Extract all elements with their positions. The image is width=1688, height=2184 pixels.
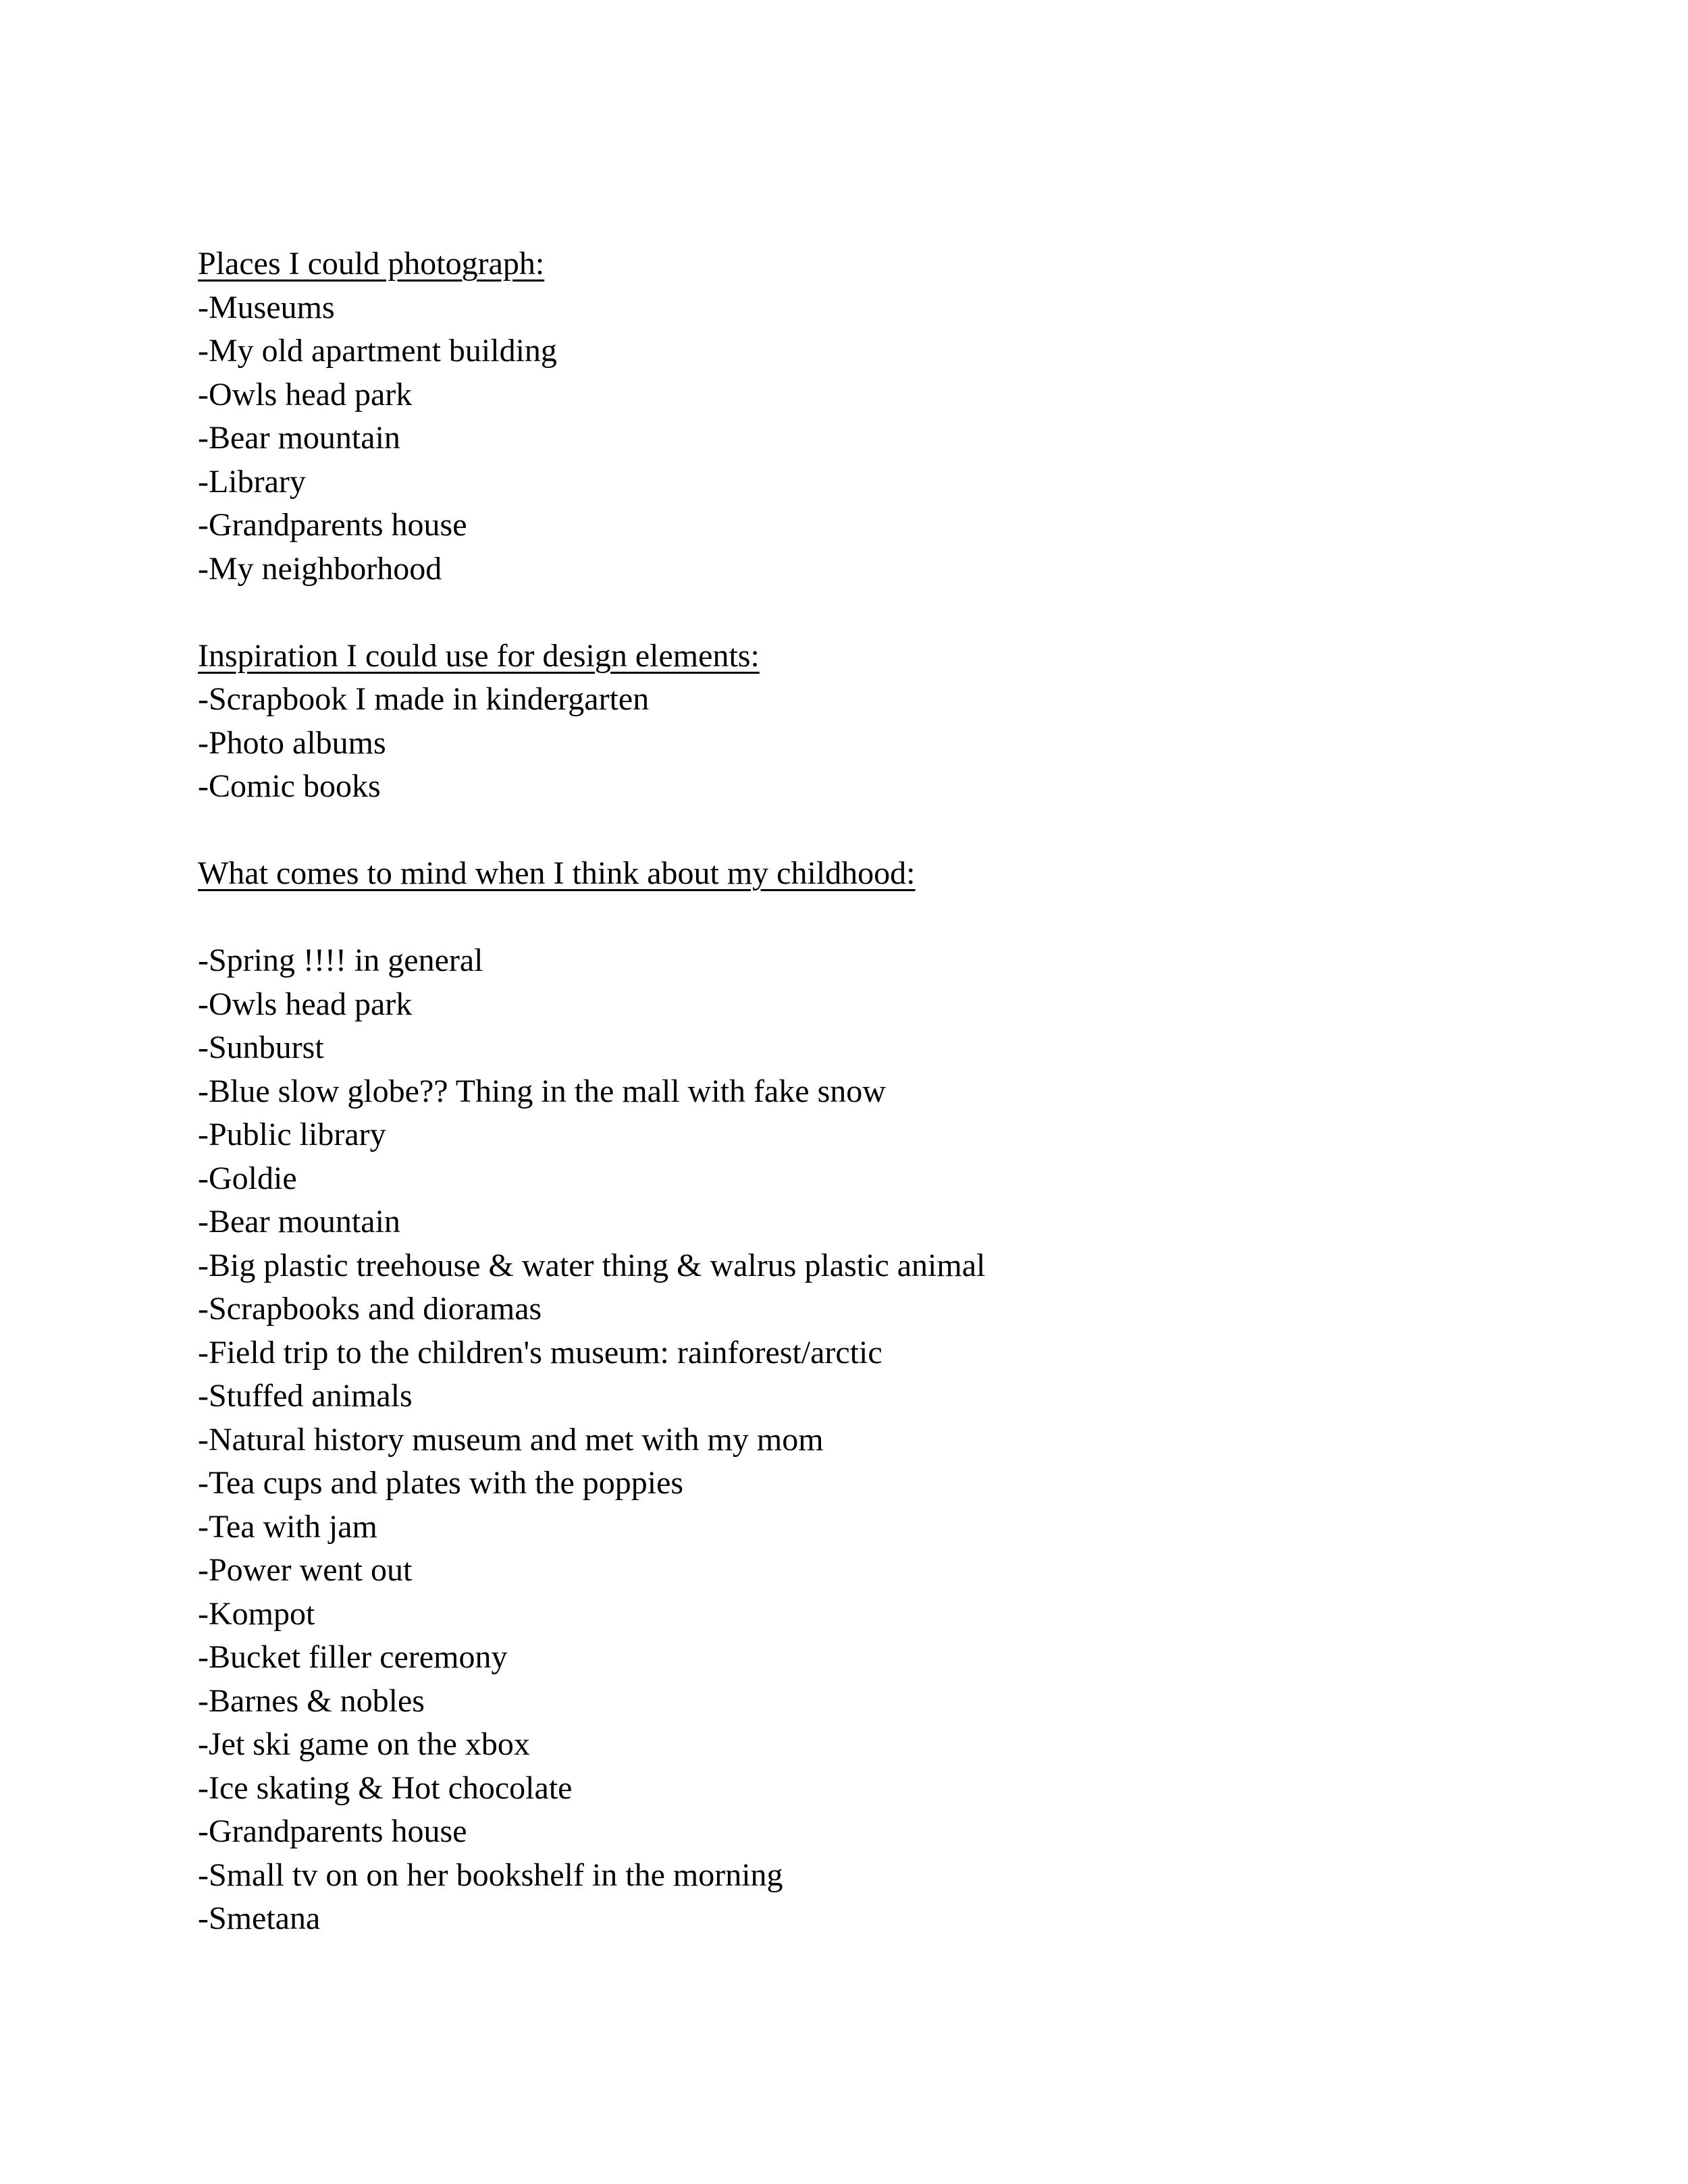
list-item: -Photo albums [198, 724, 386, 761]
document-body [198, 242, 1548, 1941]
section-heading-inspiration: Inspiration I could use for design elements: [198, 637, 760, 674]
list-item: -Natural history museum and met with my mom [198, 1421, 824, 1458]
list-item: -Big plastic treehouse & water thing & walrus plastic animal [198, 1247, 986, 1283]
list-item: -Ice skating & Hot chocolate [198, 1769, 573, 1806]
list-item: -Owls head park [198, 986, 413, 1022]
list-item: -My old apartment building [198, 333, 557, 369]
list-item: -Small tv on on her bookshelf in the morning [198, 1857, 783, 1893]
list-item: -Barnes & nobles [198, 1682, 425, 1719]
list-item: -Owls head park [198, 376, 413, 412]
list-item: -My neighborhood [198, 550, 442, 587]
list-item: -Bucket filler ceremony [198, 1639, 508, 1675]
list-item: -Museums [198, 289, 335, 325]
list-item: -Public library [198, 1117, 386, 1152]
list-item: -Grandparents house [198, 507, 467, 543]
list-item: -Field trip to the children's museum: rainforest/arctic [198, 1334, 882, 1370]
list-item: -Jet ski game on the xbox [198, 1726, 530, 1762]
spacer [198, 809, 1548, 853]
list-item: -Tea with jam [198, 1508, 377, 1545]
list-item: -Kompot [198, 1595, 315, 1632]
list-item: -Grandparents house [198, 1813, 467, 1849]
list-item: -Bear mountain [198, 1204, 400, 1240]
list-item: -Comic books [198, 768, 381, 804]
list-item: -Smetana [198, 1900, 321, 1936]
list-item: -Scrapbook I made in kindergarten [198, 681, 650, 717]
section-heading-places: Places I could photograph: [198, 246, 545, 282]
list-item: -Scrapbooks and dioramas [198, 1291, 542, 1327]
list-item: -Goldie [198, 1160, 297, 1196]
section-heading-childhood: What comes to mind when I think about my childhood: [198, 855, 916, 891]
list-item: -Bear mountain [198, 420, 400, 456]
list-item: -Tea cups and plates with the poppies [198, 1465, 684, 1501]
list-item: -Library [198, 463, 306, 500]
list-item: -Blue slow globe?? Thing in the mall with fake snow [198, 1073, 886, 1109]
list-item: -Power went out [198, 1552, 413, 1588]
list-item: -Sunburst [198, 1030, 324, 1065]
spacer [198, 591, 1548, 635]
spacer [198, 896, 1548, 940]
list-item: -Spring !!!! in general [198, 942, 483, 978]
list-item: -Stuffed animals [198, 1378, 413, 1414]
